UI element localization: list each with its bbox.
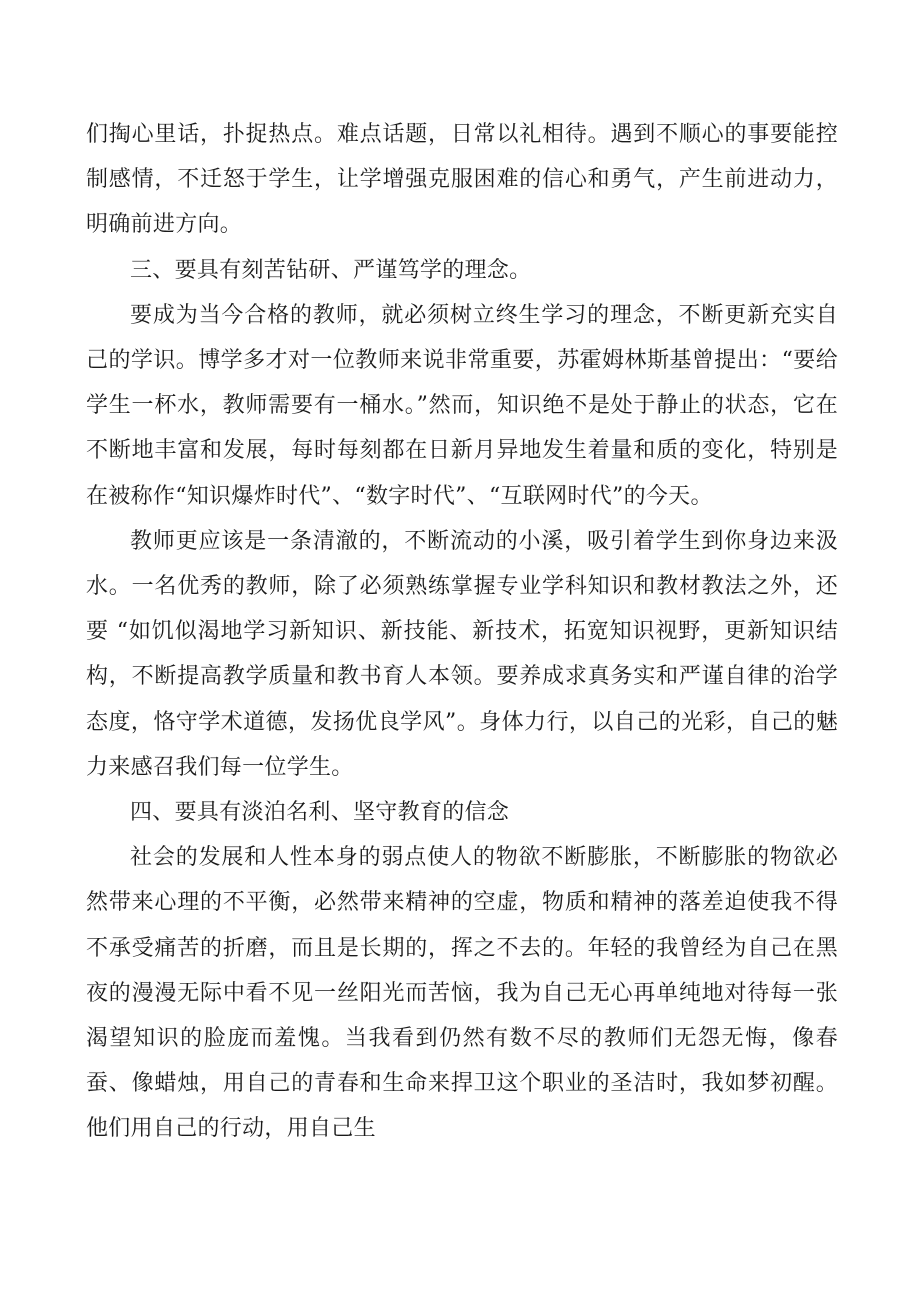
document-body (86, 112, 838, 1152)
section-heading-four: 四、要具有淡泊名利、坚守教育的信念 (130, 800, 510, 826)
paragraph-continuation: 们掏心里话，扑捉热点。难点话题，日常以礼相待。遇到不顺心的事要能控制感情，不迁怒于学生，让学增强克服困难的信心和勇气，产生前进动力，明确前进方向。 (86, 122, 838, 238)
paragraph-lifelong-learning: 要成为当今合格的教师，就必须树立终生学习的理念，不断更新充实自己的学识。博学多才对一位教师来说非常重要，苏霍姆林斯基曾提出：“要给学生一杯水，教师需要有一桶水。”然而，知识绝不是处于静止的状态，它在不断地丰富和发展，每时每刻都在日新月异地发生着量和质的变化，特别是在被称作“知识爆炸时代”、“数字时代”、“互联网时代”的今天。 (86, 302, 838, 509)
paragraph-society-materialism: 社会的发展和人性本身的弱点使人的物欲不断膨胀，不断膨胀的物欲必然带来心理的不平衡，必然带来精神的空虚，物质和精神的落差迫使我不得不承受痛苦的折磨，而且是长期的，挥之不去的。年轻的我曾经为自己在黑夜的漫漫无际中看不见一丝阳光而苦恼，我为自己无心再单纯地对待每一张渴望知识的脸庞而羞愧。当我看到仍然有数不尽的教师们无怨无悔，像春蚕、像蜡烛，用自己的青春和生命来捍卫这个职业的圣洁时，我如梦初醒。他们用自己的行动，用自己生 (86, 845, 838, 1142)
section-heading-three: 三、要具有刻苦钻研、严谨笃学的理念。 (130, 257, 532, 283)
paragraph-teacher-stream: 教师更应该是一条清澈的，不断流动的小溪，吸引着学生到你身边来汲水。一名优秀的教师，除了必须熟练掌握专业学科知识和教材教法之外，还要 “如饥似渴地学习新知识、新技能、新技术，拓宽知识视野，更新知识结构，不断提高教学质量和教书育人本领。要养成求真务实和严谨自律的治学态度，恪守学术道德，发扬优良学风”。身体力行，以自己的光彩，自己的魅力来感召我们每一位学生。 (86, 528, 838, 780)
